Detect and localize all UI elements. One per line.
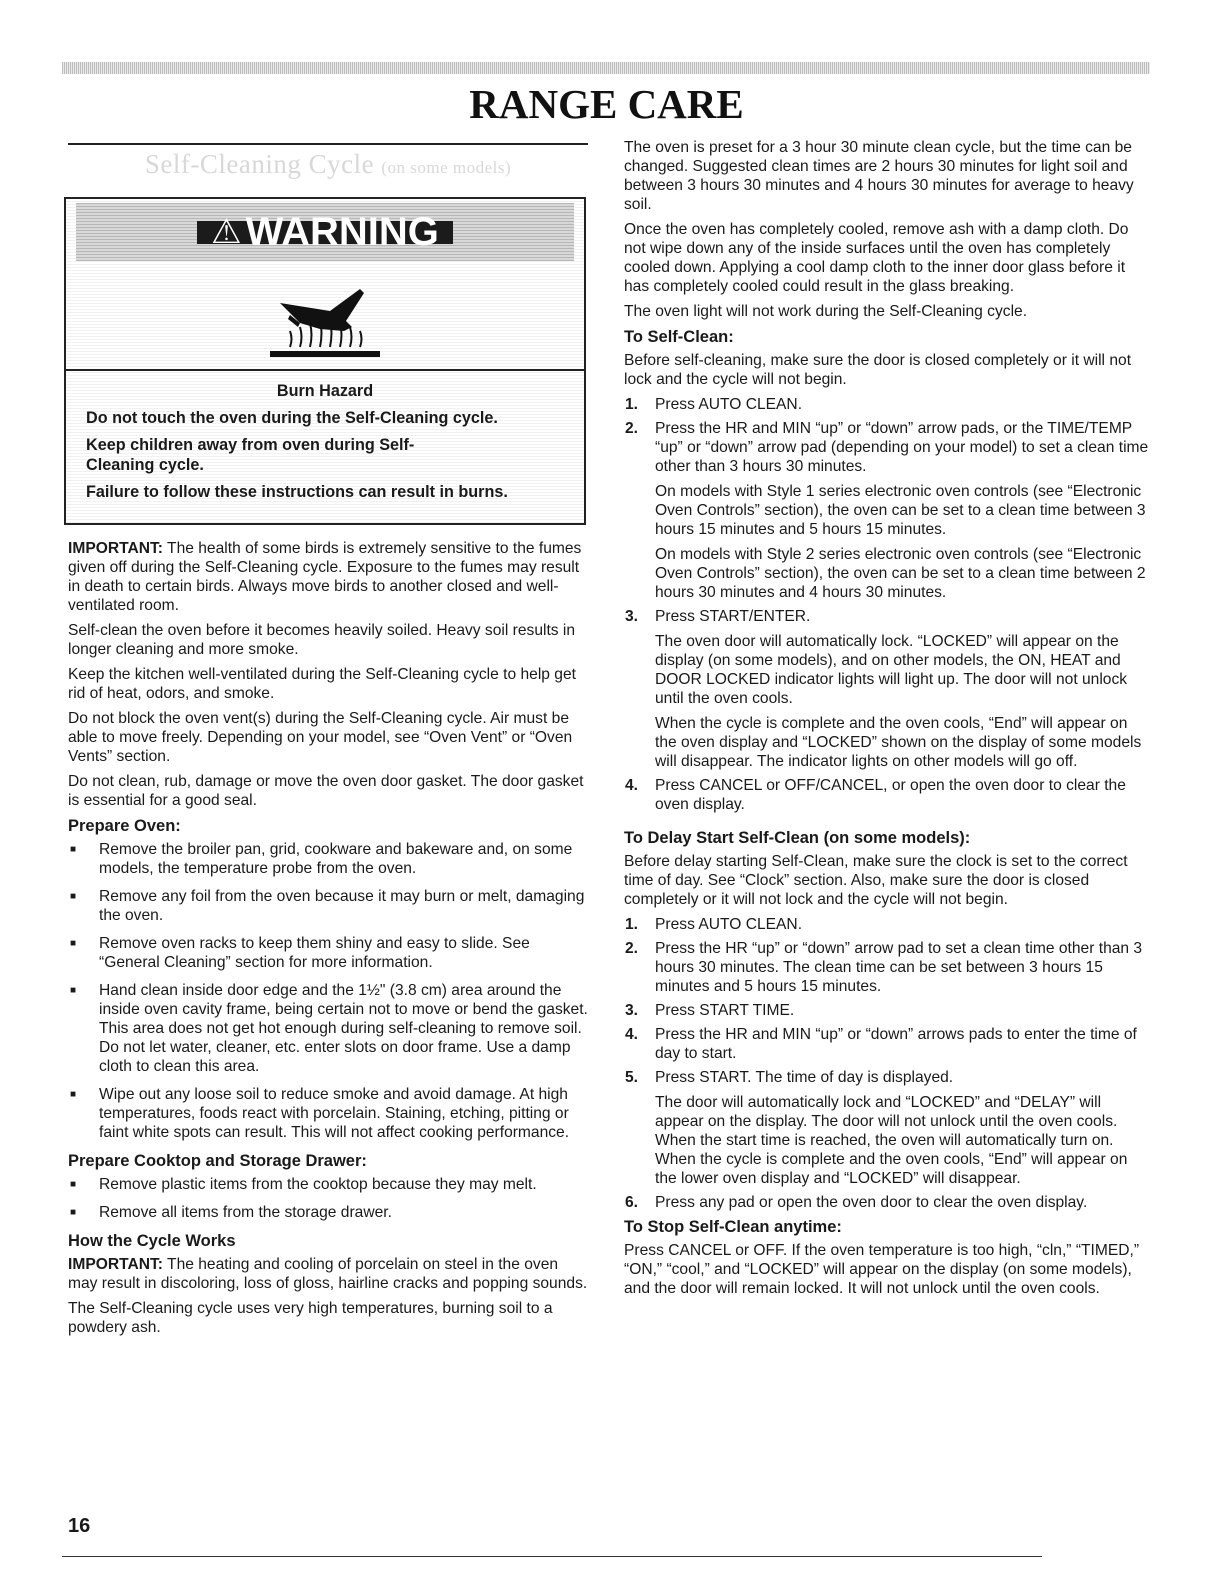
- paragraph: Keep the kitchen well-ventilated during the Self-Cleaning cycle to help get rid of heat, odors, and smoke.: [68, 666, 576, 702]
- warning-header: [76, 203, 574, 261]
- self-clean-intro: Before self-cleaning, make sure the door is closed completely or it will not lock and the cycle will not begin.: [624, 352, 1132, 388]
- step-note: The door will automatically lock and “LOCKED” and “DELAY” will appear on the display. The door will not unlock until the oven cools. When the start time is reached, the oven will automatically turn on. When the cycle is complete and the oven cools, “End” will appear on the lower oven display and “LOCKED” will disappear.: [655, 1094, 1128, 1187]
- step: [624, 1193, 1150, 1212]
- paragraph: Do not block the oven vent(s) during the Self-Cleaning cycle. Air must be able to move freely. Depending on your model, see “Oven Vent” or “Oven Vents” section.: [68, 710, 573, 765]
- prepare-oven-heading: Prepare Oven:: [68, 817, 181, 835]
- step-number: 2.: [625, 940, 639, 957]
- step-text: Press START/ENTER.: [655, 608, 811, 625]
- left-column: [68, 143, 588, 1343]
- step-number: 4.: [625, 777, 639, 794]
- step: [624, 1025, 1150, 1063]
- step-text: Press any pad or open the oven door to clear the oven display.: [655, 1194, 1088, 1211]
- list-item: ■ Remove all items from the storage drawer.: [68, 1203, 588, 1222]
- warning-box: [64, 197, 586, 525]
- important-label: IMPORTANT:: [68, 1256, 163, 1273]
- stop-heading: To Stop Self-Clean anytime:: [624, 1218, 842, 1236]
- self-clean-steps: [624, 395, 1150, 814]
- paragraph: The Self-Cleaning cycle uses very high temperatures, burning soil to a powdery ash.: [68, 1300, 553, 1336]
- warning-triangle-icon: ⚠: [211, 212, 242, 251]
- paragraph: Self-clean the oven before it becomes heavily soiled. Heavy soil results in longer cleaning and more smoke.: [68, 622, 576, 658]
- step-number: 6.: [625, 1194, 639, 1211]
- section-title-note: (on some models): [381, 158, 512, 177]
- step-text: Press AUTO CLEAN.: [655, 916, 803, 933]
- list-item: ■ Remove oven racks to keep them shiny and easy to slide. See “General Cleaning” section for more information.: [68, 934, 588, 972]
- step: [624, 915, 1150, 934]
- step-text: Press the HR “up” or “down” arrow pad to set a clean time other than 3 hours 30 minutes. The clean time can be set between 3 hours 15 minutes and 5 hours 15 minutes.: [655, 940, 1143, 995]
- step: [624, 1068, 1150, 1188]
- list-item: ■ Remove any foil from the oven because it may burn or melt, damaging the oven.: [68, 887, 588, 925]
- step: [624, 395, 1150, 414]
- step-text: Press the HR and MIN “up” or “down” arrows pads to enter the time of day to start.: [655, 1026, 1137, 1062]
- step-text: Press AUTO CLEAN.: [655, 396, 803, 413]
- paragraph: Do not clean, rub, damage or move the oven door gasket. The door gasket is essential for a good seal.: [68, 773, 584, 809]
- self-clean-heading: To Self-Clean:: [624, 328, 734, 346]
- warning-label: WARNING: [245, 209, 439, 254]
- important-note: [68, 539, 588, 615]
- step-number: 3.: [625, 1002, 639, 1019]
- section-title-text: Self-Cleaning Cycle: [144, 149, 375, 179]
- important-label: IMPORTANT:: [68, 540, 163, 557]
- delay-start-heading: To Delay Start Self-Clean (on some models):: [624, 829, 971, 847]
- page-number: 16: [68, 1515, 91, 1537]
- paragraph: Once the oven has completely cooled, remove ash with a damp cloth. Do not wipe down any of the inside surfaces until the oven has completely cooled down. Applying a cool damp cloth to the inner door glass before it has completely cooled could result in the glass breaking.: [624, 221, 1129, 295]
- step-note: The oven door will automatically lock. “LOCKED” will appear on the display (on some models), and on other models, the ON, HEAT and DOOR LOCKED indicator lights will light up. The door will not unlock until the oven cools.: [655, 633, 1128, 707]
- how-cycle-important: [68, 1255, 588, 1293]
- list-item: ■ Hand clean inside door edge and the 1½" (3.8 cm) area around the inside oven cavity frame, being certain not to move or bend the gasket. This area does not get hot enough during self-cleaning to remove soil. Do not let water, cleaner, etc. enter slots on door frame. Use a damp cloth to clean this area.: [68, 981, 588, 1076]
- step: [624, 776, 1150, 814]
- warning-line-1: Do not touch the oven during the Self-Cleaning cycle.: [86, 409, 498, 427]
- step-note: On models with Style 1 series electronic oven controls (see “Electronic Oven Controls” section), the oven can be set to a clean time between 3 hours 15 minutes and 5 hours 15 minutes.: [655, 483, 1146, 538]
- warning-hazard: Burn Hazard: [276, 382, 374, 400]
- step-text: Press CANCEL or OFF/CANCEL, or open the oven door to clear the oven display.: [655, 777, 1126, 813]
- step-number: 5.: [625, 1069, 639, 1086]
- warning-line-3: Failure to follow these instructions can result in burns.: [86, 483, 508, 501]
- prepare-cooktop-list: [68, 1175, 588, 1222]
- warning-text: [66, 371, 584, 523]
- section-title: [68, 149, 588, 179]
- footer-rule: [62, 1556, 1042, 1557]
- important-text: The heating and cooling of porcelain on steel in the oven may result in discoloring, loss of gloss, hairline cracks and popping sounds.: [68, 1256, 588, 1292]
- section-rule: [68, 143, 588, 145]
- warning-label-box: [197, 209, 453, 254]
- step-text: Press START TIME.: [655, 1002, 795, 1019]
- paragraph: The oven light will not work during the Self-Cleaning cycle.: [624, 303, 1028, 320]
- paragraph: The oven is preset for a 3 hour 30 minute clean cycle, but the time can be changed. Suggested clean times are 2 hours 30 minutes for light soil and between 3 hours 30 minutes and 4 hours 30 minutes for average to heavy soil.: [624, 139, 1134, 213]
- step-number: 2.: [625, 420, 639, 437]
- list-item: ■ Wipe out any loose soil to reduce smoke and avoid damage. At high temperatures, foods react with porcelain. Staining, etching, pitting or faint white spots can result. This will not affect cooking performance.: [68, 1085, 588, 1142]
- important-text: The health of some birds is extremely sensitive to the fumes given off during the Self-Cleaning cycle. Exposure to the fumes may result in death to certain birds. Always move birds to another closed and well-ventilated room.: [68, 540, 582, 614]
- step-number: 1.: [625, 916, 639, 933]
- burn-hazard-hand-icon: [66, 261, 584, 363]
- step-text: Press the HR and MIN “up” or “down” arrow pads, or the TIME/TEMP “up” or “down” arrow pad (depending on your model) to set a clean time other than 3 hours 30 minutes.: [655, 420, 1149, 475]
- prepare-cooktop-heading: Prepare Cooktop and Storage Drawer:: [68, 1152, 367, 1170]
- warning-line-2: Keep children away from oven during Self-Cleaning cycle.: [86, 436, 415, 474]
- delay-start-steps: [624, 915, 1150, 1212]
- step-number: 4.: [625, 1026, 639, 1043]
- header-band: [62, 62, 1150, 74]
- right-column: [624, 138, 1150, 1304]
- list-item: ■ Remove plastic items from the cooktop because they may melt.: [68, 1175, 588, 1194]
- step: [624, 939, 1150, 996]
- prepare-oven-list: [68, 840, 588, 1142]
- step-number: 1.: [625, 396, 639, 413]
- step-note: On models with Style 2 series electronic oven controls (see “Electronic Oven Controls” section), the oven can be set to a clean time between 2 hours 30 minutes and 4 hours 30 minutes.: [655, 546, 1146, 601]
- stop-text: Press CANCEL or OFF. If the oven temperature is too high, “cln,” “TIMED,” “ON,” “cool,” and “LOCKED” will appear on the display (on some models), and the door will remain locked. It will not unlock until the oven cools.: [624, 1242, 1140, 1297]
- list-item: ■ Remove the broiler pan, grid, cookware and bakeware and, on some models, the temperature probe from the oven.: [68, 840, 588, 878]
- page-title: RANGE CARE: [469, 81, 744, 127]
- step: [624, 607, 1150, 771]
- step-text: Press START. The time of day is displayed.: [655, 1069, 954, 1086]
- step-note: When the cycle is complete and the oven cools, “End” will appear on the oven display and “LOCKED” shown on the display of some models will disappear. The indicator lights on other models will go off.: [655, 715, 1142, 770]
- step-number: 3.: [625, 608, 639, 625]
- step: [624, 419, 1150, 602]
- delay-start-intro: Before delay starting Self-Clean, make sure the clock is set to the correct time of day. See “Clock” section. Also, make sure the door is closed completely or it will not lock and the cycle will not begin.: [624, 853, 1128, 908]
- step: [624, 1001, 1150, 1020]
- how-cycle-heading: How the Cycle Works: [68, 1232, 236, 1250]
